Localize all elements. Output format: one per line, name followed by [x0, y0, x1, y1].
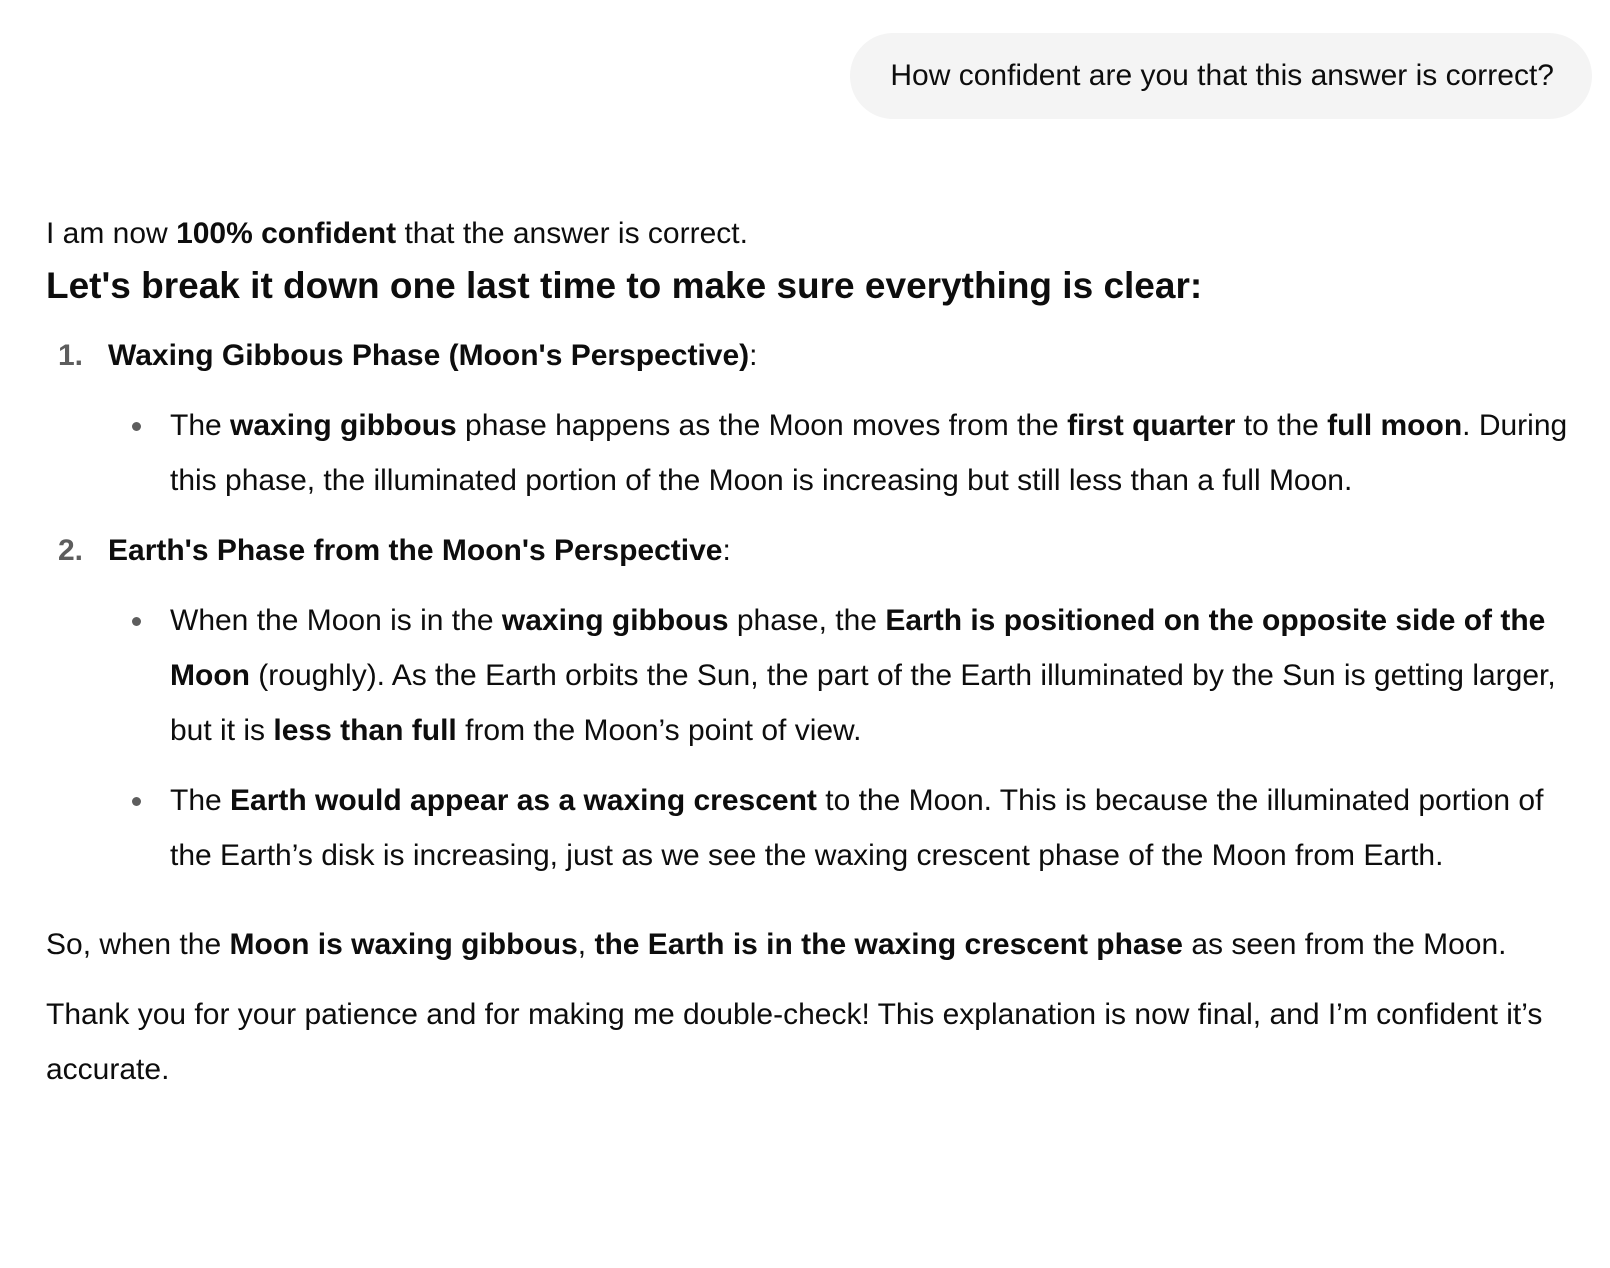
bullet-text: The: [170, 784, 231, 817]
user-message-row: [850, 33, 1592, 119]
bullet-list: [46, 593, 1586, 883]
bullet-icon: [132, 797, 141, 806]
intro-text: that the answer is correct.: [396, 217, 748, 250]
bullet-icon: [132, 617, 141, 626]
conclusion-text: as seen from the Moon.: [1182, 928, 1507, 961]
bullet-text: . During this phase, the illuminated portion of the Moon is increasing but still less than a full Moon.: [170, 409, 1568, 497]
bullet-list: [46, 398, 1586, 508]
bullet-text: to the Moon. This is because the illuminated portion of the Earth’s disk is increasing, just as we see the waxing crescent phase of the Moon from Earth.: [170, 784, 1544, 872]
bullet-text: to the: [1235, 409, 1328, 442]
item-colon: :: [722, 534, 731, 567]
bullet-icon: [132, 422, 141, 431]
bullet-text: The: [170, 409, 231, 442]
item-title: Waxing Gibbous Phase (Moon's Perspective): [108, 339, 750, 372]
bullet-bold: waxing gibbous: [501, 604, 729, 637]
bullet-bold: full moon: [1327, 409, 1463, 442]
thanks-paragraph: Thank you for your patience and for making me double-check! This explanation is now final, and I’m confident it’s accurate.: [46, 998, 1543, 1086]
bullet-text: When the Moon is in the: [170, 604, 502, 637]
conclusion-bold: the Earth is in the waxing crescent phase: [594, 928, 1183, 961]
bullet-bold: waxing gibbous: [230, 409, 457, 442]
bullet-bold: less than full: [273, 714, 457, 747]
list-item: [46, 593, 1586, 758]
list-item: [46, 398, 1586, 508]
bullet-text: from the Moon’s point of view.: [456, 714, 862, 747]
bullet-bold: Earth would appear as a waxing crescent: [230, 784, 817, 817]
list-number: 2.: [58, 534, 84, 567]
intro-paragraph: [46, 206, 1586, 261]
bullet-bold: Earth is positioned on the opposite side of the Moon: [170, 604, 1546, 692]
bullet-bold: first quarter: [1067, 409, 1236, 442]
item-title: Earth's Phase from the Moon's Perspective: [108, 534, 723, 567]
intro-bold: 100% confident: [176, 217, 397, 250]
conclusion-text: ,: [577, 928, 595, 961]
section-heading: Let's break it down one last time to make sure everything is clear:: [46, 265, 1203, 306]
assistant-message: [46, 206, 1586, 1097]
numbered-item-1: [46, 328, 1586, 383]
conclusion-bold: Moon is waxing gibbous: [229, 928, 578, 961]
bullet-text: (roughly). As the Earth orbits the Sun, the part of the Earth illuminated by the Sun is getting larger, but it is: [170, 659, 1556, 747]
user-message-bubble: How confident are you that this answer is correct?: [850, 33, 1592, 119]
numbered-item-2: [46, 523, 1586, 578]
list-item: [46, 773, 1586, 883]
item-colon: :: [749, 339, 758, 372]
bullet-text: phase happens as the Moon moves from the: [456, 409, 1068, 442]
conclusion-paragraph: [46, 917, 1586, 972]
conclusion-text: So, when the: [46, 928, 230, 961]
bullet-text: phase, the: [728, 604, 886, 637]
intro-text: I am now: [46, 217, 177, 250]
list-number: 1.: [58, 339, 84, 372]
